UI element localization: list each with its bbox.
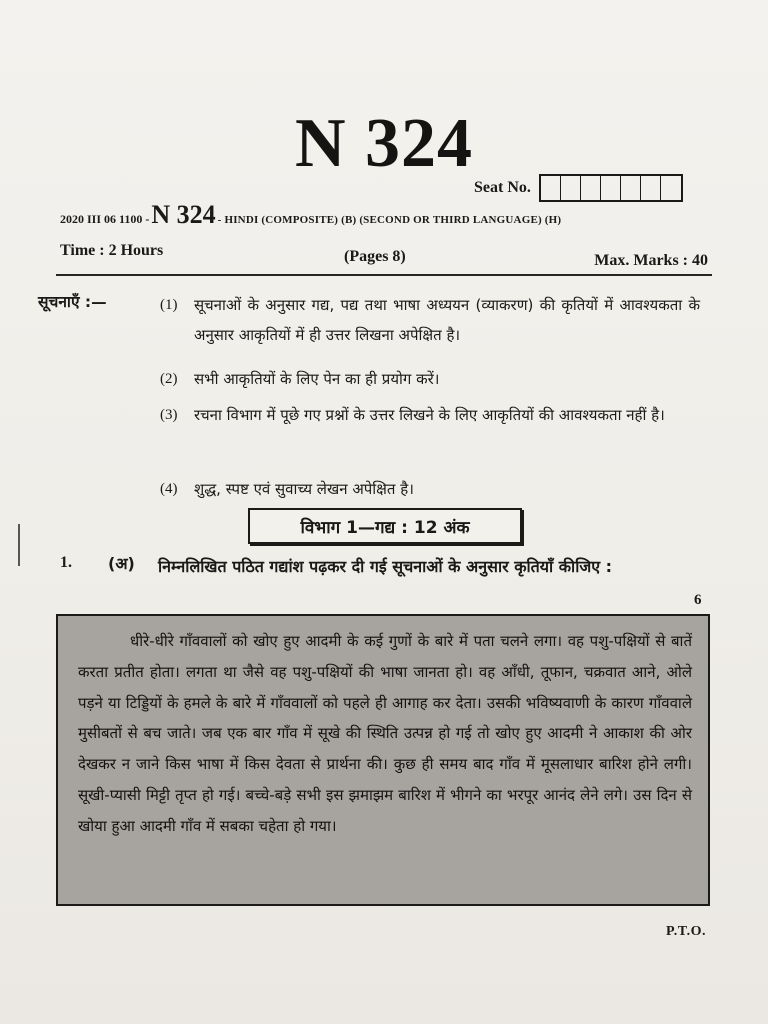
page-count: (Pages 8) <box>344 248 406 265</box>
paper-code-title: N 324 <box>294 105 474 182</box>
instruction-number: (2) <box>160 371 178 387</box>
instruction-item <box>160 364 700 394</box>
instruction-text: सूचनाओं के अनुसार गद्य, पद्य तथा भाषा अध्ययन (व्याकरण) की कृतियों में आवश्यकता के अनुसार आकृतियों में ही उत्तर लिखना अपेक्षित है। <box>194 296 700 344</box>
question-text: निम्नलिखित पठित गद्यांश पढ़कर दी गई सूचनाओं के अनुसार कृतियाँ कीजिए : <box>158 557 613 576</box>
seat-box <box>541 176 561 200</box>
instruction-number: (4) <box>160 481 178 497</box>
seat-boxes <box>539 174 683 202</box>
section-title: विभाग 1—गद्य : 12 अंक <box>248 508 522 544</box>
instruction-item <box>160 474 700 504</box>
exam-paper-code: N 324 <box>151 200 216 229</box>
instruction-item <box>160 290 700 350</box>
question-marks: 6 <box>694 592 702 608</box>
instruction-item <box>160 400 700 430</box>
instruction-text: शुद्ध, स्पष्ट एवं सुवाच्य लेखन अपेक्षित है। <box>194 480 414 498</box>
seat-box <box>621 176 641 200</box>
header-divider <box>56 274 712 276</box>
question-subpart: (अ) <box>108 554 135 573</box>
instruction-text: सभी आकृतियों के लिए पेन का ही प्रयोग करें। <box>194 370 440 388</box>
max-marks: Max. Marks : 40 <box>594 252 708 269</box>
exam-code-line <box>60 200 720 230</box>
seat-number-field <box>474 174 683 202</box>
pto-note: P.T.O. <box>666 924 706 939</box>
seat-box <box>641 176 661 200</box>
seat-box <box>661 176 681 200</box>
seat-box <box>561 176 581 200</box>
seat-box <box>581 176 601 200</box>
time-allowed: Time : 2 Hours <box>60 242 164 259</box>
seat-label: Seat No. <box>474 179 531 196</box>
subject-name: - HINDI (COMPOSITE) (B) (SECOND OR THIRD LANGUAGE) (H) <box>217 214 562 226</box>
passage-box <box>56 614 710 906</box>
instruction-number: (3) <box>160 407 178 423</box>
instruction-text: रचना विभाग में पूछे गए प्रश्नों के उत्तर लिखने के लिए आकृतियों की आवश्यकता नहीं है। <box>194 406 665 424</box>
passage-text: धीरे-धीरे गाँववालों को खोए हुए आदमी के कई गुणों के बारे में पता चलने लगा। वह पशु-पक्षियों से बातें करता प्रतीत होता। लगता था जैसे वह पशु-पक्षियों की भाषा जानता हो। वह आँधी, तूफान, चक्रवात आने, ओले पड़ने या टिड्डियों के हमले के बारे में गाँववालों को पहले ही आगाह कर देता। उसकी भविष्यवाणी के कारण गाँववाले मुसीबतों से बच जाते। जब एक बार गाँव में सूखे की स्थिति उत्पन्न हो गई तो खोए हुए आदमी ने आकाश की ओर देखकर न जाने किस भाषा में किस देवता से प्रार्थना की। कुछ ही समय बाद गाँव में मूसलाधार बारिश होने लगी। सूखी-प्यासी मिट्टी तृप्त हो गई। बच्चे-बड़े सभी इस झमाझम बारिश में भीगने का भरपूर आनंद लेने लगे। उस दिन से खोया हुआ आदमी गाँव में सबका चहेता हो गया। <box>78 632 692 835</box>
margin-mark <box>18 524 20 566</box>
exam-session-code: 2020 III 06 1100 - <box>60 212 150 226</box>
question-number: 1. <box>60 554 72 571</box>
instructions-heading: सूचनाएँ :— <box>38 293 107 311</box>
instruction-number: (1) <box>160 297 178 313</box>
seat-box <box>601 176 621 200</box>
